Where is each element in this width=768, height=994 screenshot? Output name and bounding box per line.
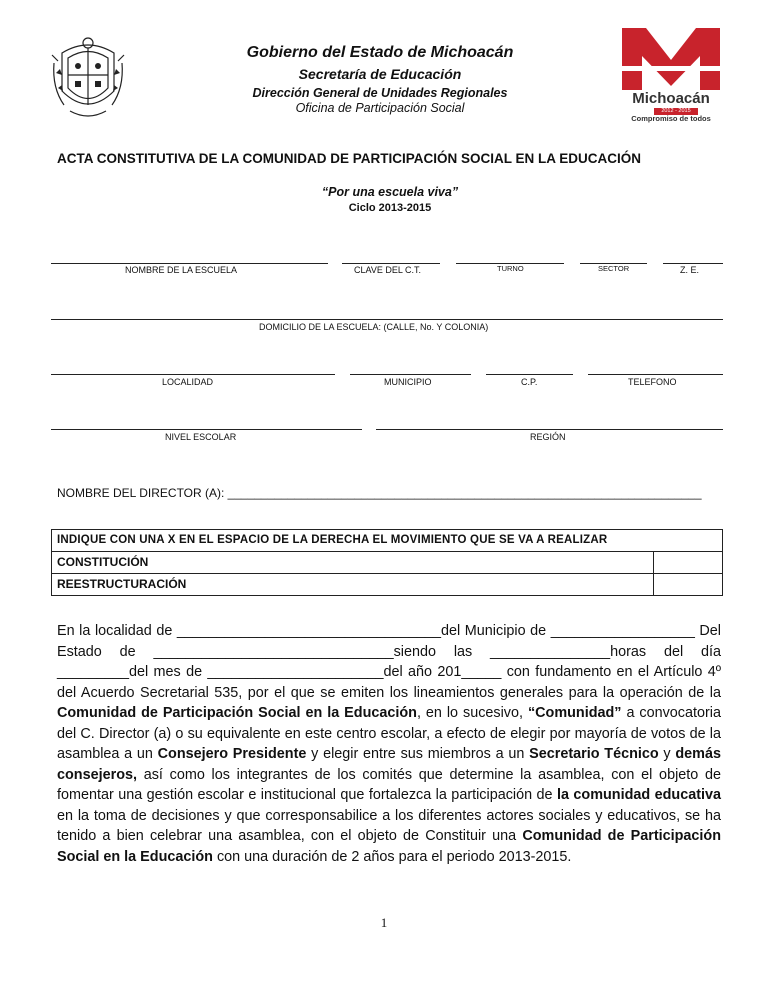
document-motto: “Por una escuela viva” [321, 185, 459, 199]
sector-label: SECTOR [598, 264, 630, 273]
level-label: NIVEL ESCOLAR [165, 432, 237, 442]
school-name-label: NOMBRE DE LA ESCUELA [125, 265, 238, 275]
postal-code-label: C.P. [521, 377, 538, 387]
option-restructuring-label: REESTRUCTURACIÓN [57, 577, 187, 591]
zone-line[interactable] [663, 263, 723, 264]
header-directorate: Dirección General de Unidades Regionales [252, 86, 508, 100]
constitutive-paragraph: En la localidad de _________________________________del Municipio de __________________ Del Estado de ______________________________siendo las _______________horas del día _________del mes de ______________________del año 201_____ con fundamento en el Artículo 4º del Acuerdo Secretarial 535, por el que se emiten los lineamientos generales para la operación de la Comunidad de Participación Social en la Educación, en lo sucesivo, “Comunidad” a convocatoria del C. Director (a) o su equivalente en este centro escolar, a efecto de elegir por mayoría de votos de la asamblea a un Consejero Presidente y elegir entre sus miembros a un Secretario Técnico y demás consejeros, así como los integrantes de los comités que determine la asamblea, con el objeto de fomentar una gestión escolar e institucional que fortalezca la participación de la comunidad educativa en la toma de decisiones y que corresponsabilice a los diferentes actores sociales y educativos, se ha tenido a bien celebrar una asamblea, con el objeto de Constituir una Comunidad de Participación Social en la Educación con una duración de 2 años para el periodo 2013-2015. [57, 623, 722, 865]
page-number: 1 [380, 915, 388, 930]
phone-line[interactable] [588, 374, 723, 375]
shift-label: TURNO [497, 264, 524, 273]
logo-slogan: Compromiso de todos [631, 114, 711, 123]
table-row [52, 530, 722, 551]
logo-name: Michoacán [632, 90, 710, 107]
school-name-line[interactable] [51, 263, 328, 264]
header-government: Gobierno del Estado de Michoacán [246, 44, 514, 61]
region-line[interactable] [376, 429, 723, 430]
municipality-line[interactable] [350, 374, 471, 375]
ct-key-label: CLAVE DEL C.T. [354, 265, 422, 275]
address-label: DOMICILIO DE LA ESCUELA: (CALLE, No. Y COLONIA) [259, 322, 489, 332]
header-secretariat: Secretaría de Educación [298, 66, 462, 82]
option-constitution-checkbox[interactable] [653, 552, 722, 573]
level-line[interactable] [51, 429, 362, 430]
locality-line[interactable] [51, 374, 335, 375]
ct-key-line[interactable] [342, 263, 440, 264]
municipality-label: MUNICIPIO [384, 377, 432, 387]
postal-code-line[interactable] [486, 374, 573, 375]
michoacan-logo [620, 26, 722, 124]
region-label: REGIÓN [530, 432, 566, 442]
table-row [52, 573, 722, 595]
address-line[interactable] [51, 319, 723, 320]
option-restructuring-checkbox[interactable] [653, 574, 722, 595]
document-title: ACTA CONSTITUTIVA DE LA COMUNIDAD DE PARTICIPACIÓN SOCIAL EN LA EDUCACIÓN [57, 151, 641, 166]
state-seal-icon [50, 33, 126, 123]
zone-label: Z. E. [680, 265, 700, 275]
m-logo-icon [620, 26, 722, 92]
logo-years: 2012 - 2015 [654, 108, 698, 115]
phone-label: TELEFONO [628, 377, 677, 387]
document-cycle: Ciclo 2013-2015 [348, 202, 432, 214]
option-constitution-label: CONSTITUCIÓN [57, 555, 149, 569]
director-name-field[interactable]: NOMBRE DEL DIRECTOR (A): _______________________________________________________________________ [57, 486, 702, 500]
table-instruction: INDIQUE CON UNA X EN EL ESPACIO DE LA DERECHA EL MOVIMIENTO QUE SE VA A REALIZAR [57, 534, 608, 546]
locality-label: LOCALIDAD [162, 377, 214, 387]
table-row [52, 551, 722, 573]
header-office: Oficina de Participación Social [295, 101, 465, 115]
movement-table [51, 529, 723, 596]
